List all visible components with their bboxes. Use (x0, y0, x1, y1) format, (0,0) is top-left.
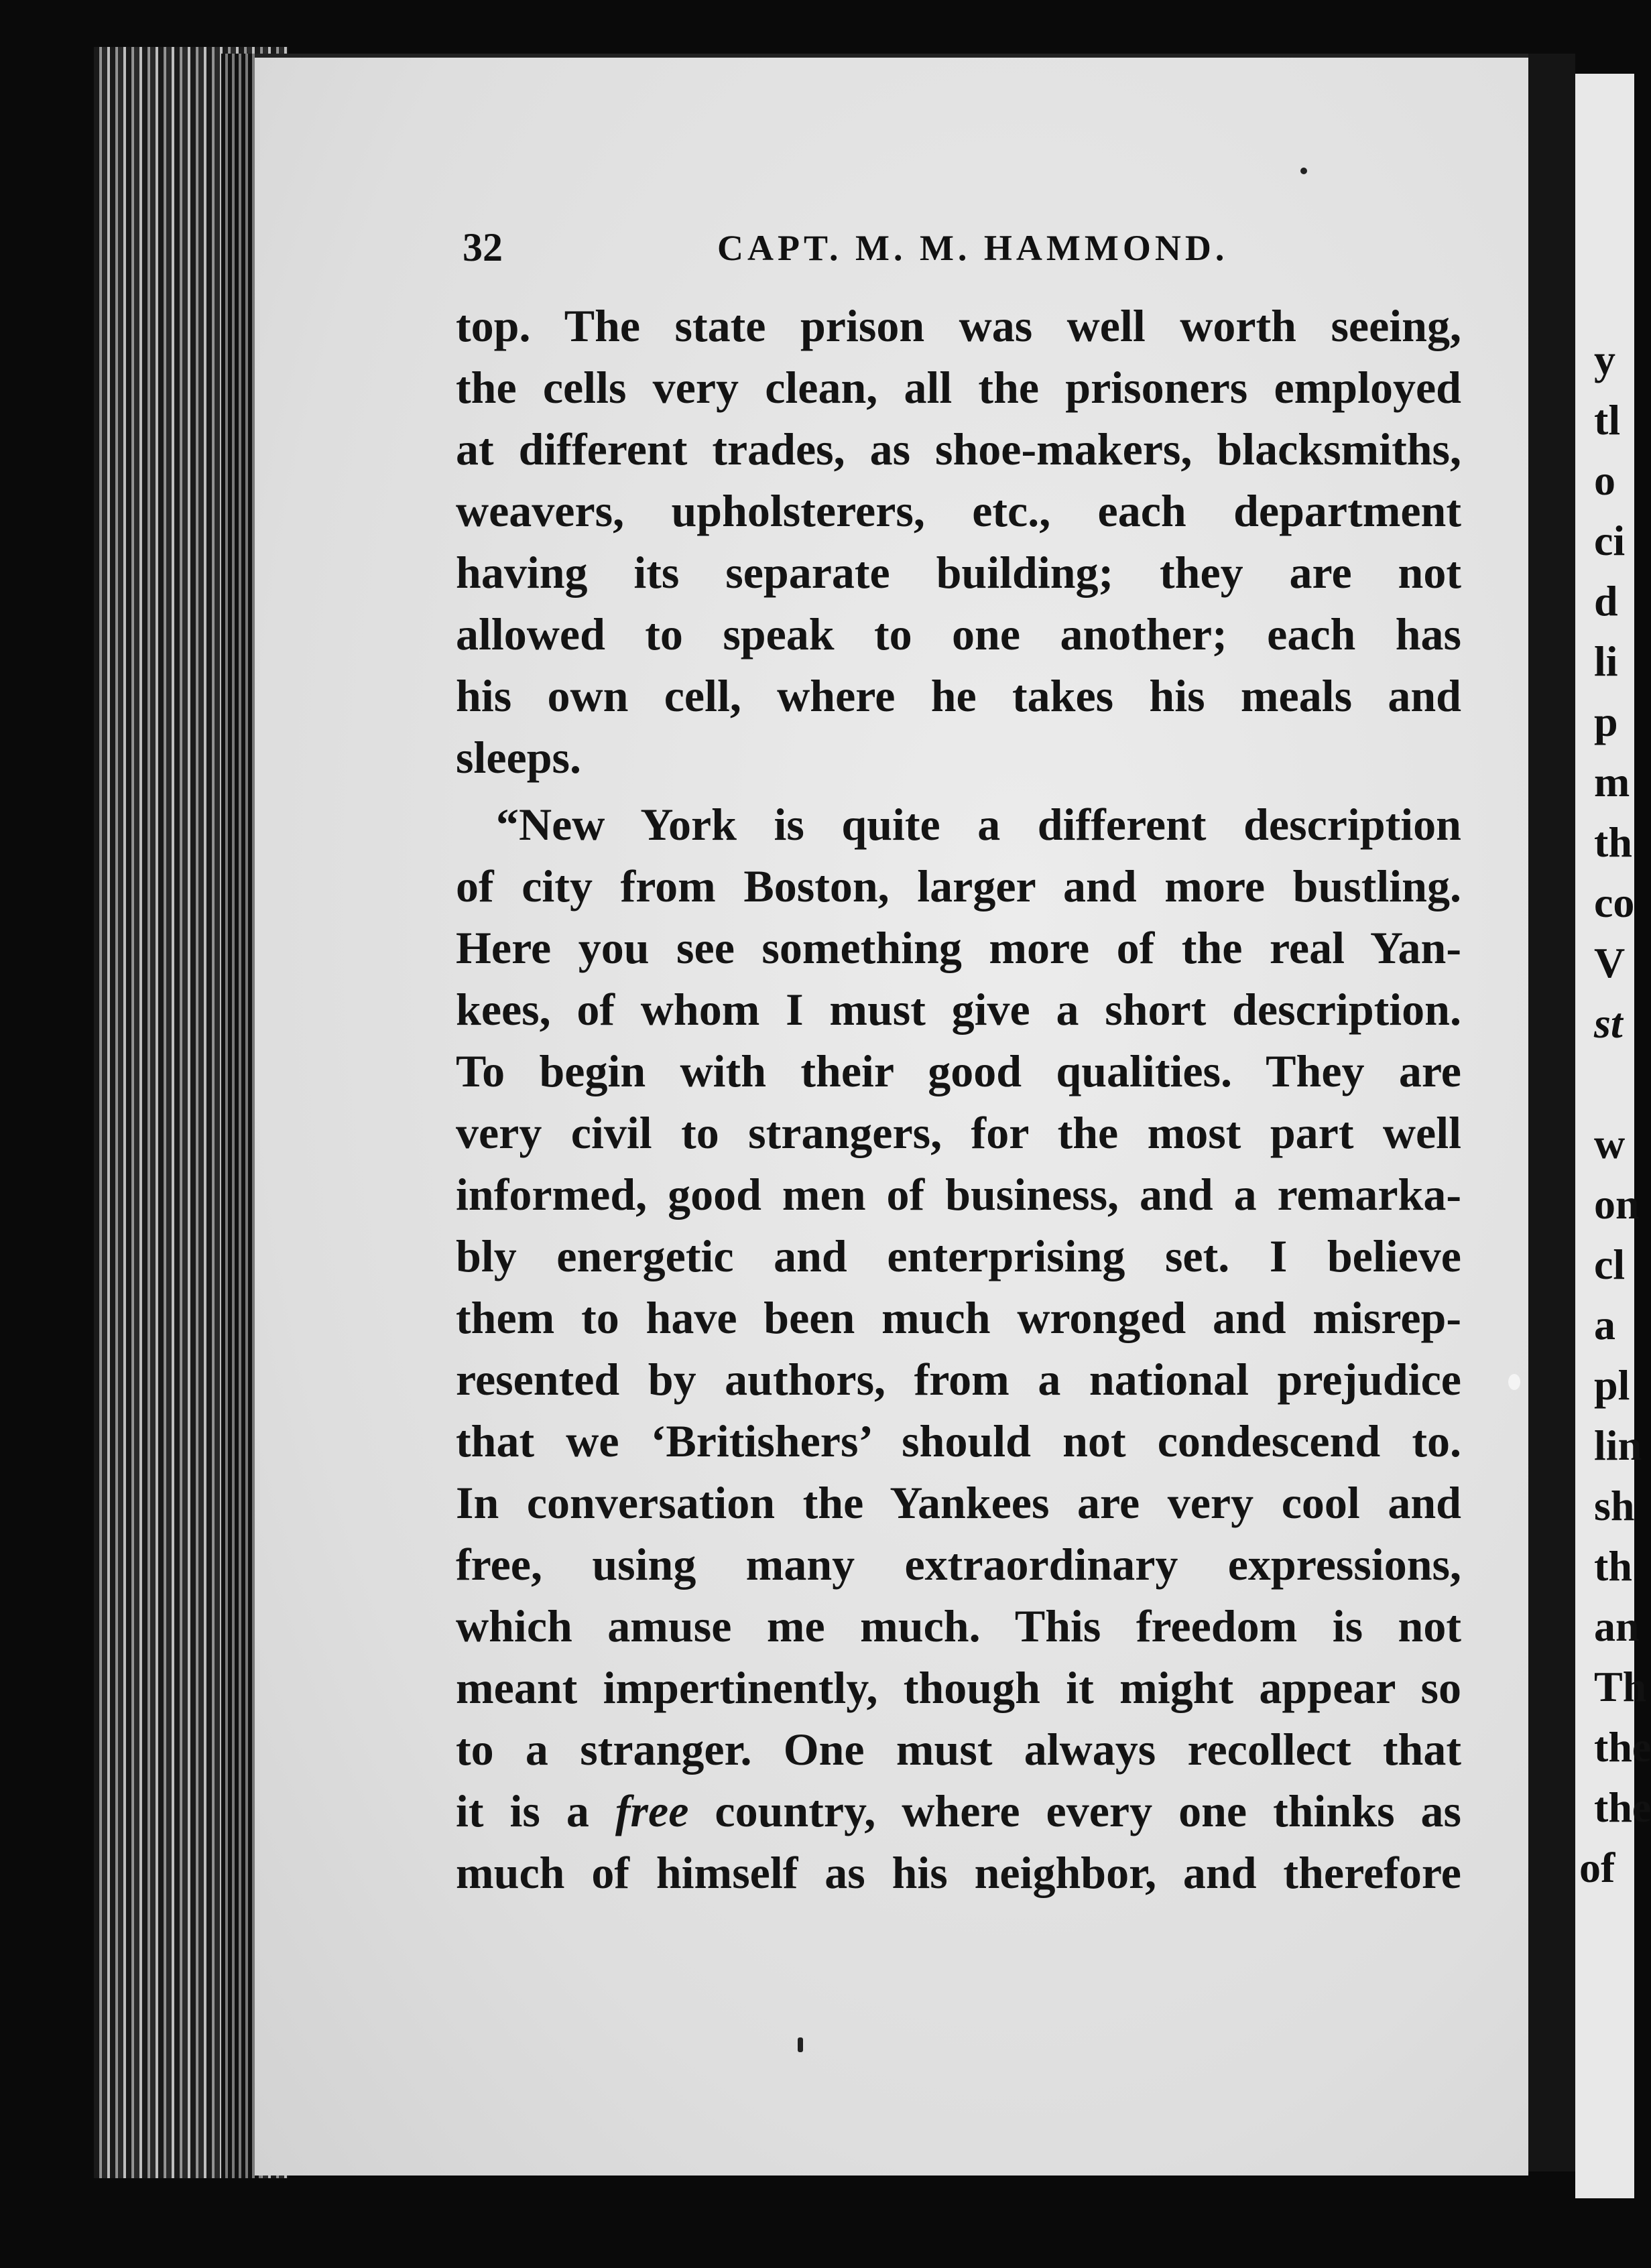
fragment-text: lin (1594, 1422, 1642, 1469)
fragment-text: th (1594, 818, 1632, 866)
next-page-fragment (1575, 74, 1651, 2198)
text-line: resented by authors, from a national prejudice (456, 1354, 1461, 1405)
text-line: them to have been much wronged and misrep- (456, 1292, 1461, 1343)
text-line: the cells very clean, all the prisoners employed (456, 362, 1461, 413)
fragment-text: li (1594, 637, 1618, 685)
text-line: allowed to speak to one another; each has (456, 609, 1461, 659)
text-line: to a stranger. One must always recollect that (456, 1724, 1461, 1775)
italic-word: free (615, 1785, 689, 1836)
text-line: “New York is quite a different description (496, 799, 1461, 850)
fragment-text: V (1594, 939, 1626, 987)
running-head (463, 225, 1247, 278)
body-text (456, 295, 1461, 1903)
text-line: that we ‘Britishers’ should not condescend to. (456, 1415, 1461, 1466)
fragment-text: the (1594, 1783, 1651, 1831)
fragment-text: pl (1594, 1361, 1630, 1409)
gutter-shadow (1528, 54, 1575, 2171)
fragment-text: d (1594, 577, 1618, 625)
text-line: his own cell, where he takes his meals and (456, 670, 1461, 721)
fragment-text: a (1594, 1301, 1615, 1348)
line-segment: it is a (456, 1785, 615, 1836)
page-number: 32 (463, 225, 503, 269)
ink-speck (798, 2037, 803, 2052)
fragment-text: st (1594, 999, 1623, 1047)
text-line-with-emphasis (456, 1780, 1461, 1842)
text-line: free, using many extraordinary expressions, (456, 1539, 1461, 1590)
fragment-text: o (1594, 456, 1615, 504)
fragment-text: th (1594, 1542, 1632, 1590)
fragment-text: co (1594, 879, 1635, 926)
text-line: of city from Boston, larger and more bustling. (456, 861, 1461, 911)
text-line: Here you see something more of the real Yan- (456, 922, 1461, 973)
text-line: very civil to strangers, for the most part well (456, 1107, 1461, 1158)
text-line: at different trades, as shoe-makers, blacksmiths, (456, 424, 1461, 475)
text-line: weavers, upholsterers, etc., each department (456, 485, 1461, 536)
text-line: having its separate building; they are not (456, 547, 1461, 598)
fragment-text: m (1594, 758, 1630, 806)
fragment-text: p (1594, 698, 1618, 745)
text-line: kees, of whom I must give a short description. (456, 984, 1461, 1035)
fragment-text: w (1594, 1120, 1626, 1168)
running-title: CAPT. M. M. HAMMOND. (717, 228, 1229, 268)
text-line: bly energetic and enterprising set. I believe (456, 1231, 1461, 1281)
fragment-text: the (1594, 1723, 1651, 1771)
fragment-text: cl (1594, 1241, 1626, 1288)
text-line: much of himself as his neighbor, and therefore (456, 1847, 1461, 1898)
paragraph (456, 794, 1461, 1903)
text-line: In conversation the Yankees are very cool and (456, 1477, 1461, 1528)
fragment-text: y (1594, 336, 1615, 383)
text-line: informed, good men of business, and a remarka- (456, 1169, 1461, 1220)
paragraph (456, 295, 1461, 788)
fragment-text: ci (1594, 517, 1626, 564)
text-line: meant impertinently, though it might appear so (456, 1662, 1461, 1713)
fragment-text: an (1594, 1602, 1640, 1650)
ink-speck (1300, 168, 1307, 174)
paper-tear (1508, 1374, 1520, 1390)
fragment-text: on (1594, 1180, 1640, 1228)
line-segment: country, where every one thinks as (688, 1785, 1461, 1836)
fragment-text: tl (1594, 396, 1621, 444)
text-line: To begin with their good qualities. They are (456, 1046, 1461, 1096)
text-line: top. The state prison was well worth seeing, (456, 300, 1461, 351)
fragment-text: of (1579, 1844, 1615, 1891)
text-line: which amuse me much. This freedom is not (456, 1600, 1461, 1651)
fragment-text: Th (1594, 1663, 1647, 1710)
fragment-text: sh (1594, 1482, 1635, 1529)
text-line: sleeps. (456, 732, 581, 783)
